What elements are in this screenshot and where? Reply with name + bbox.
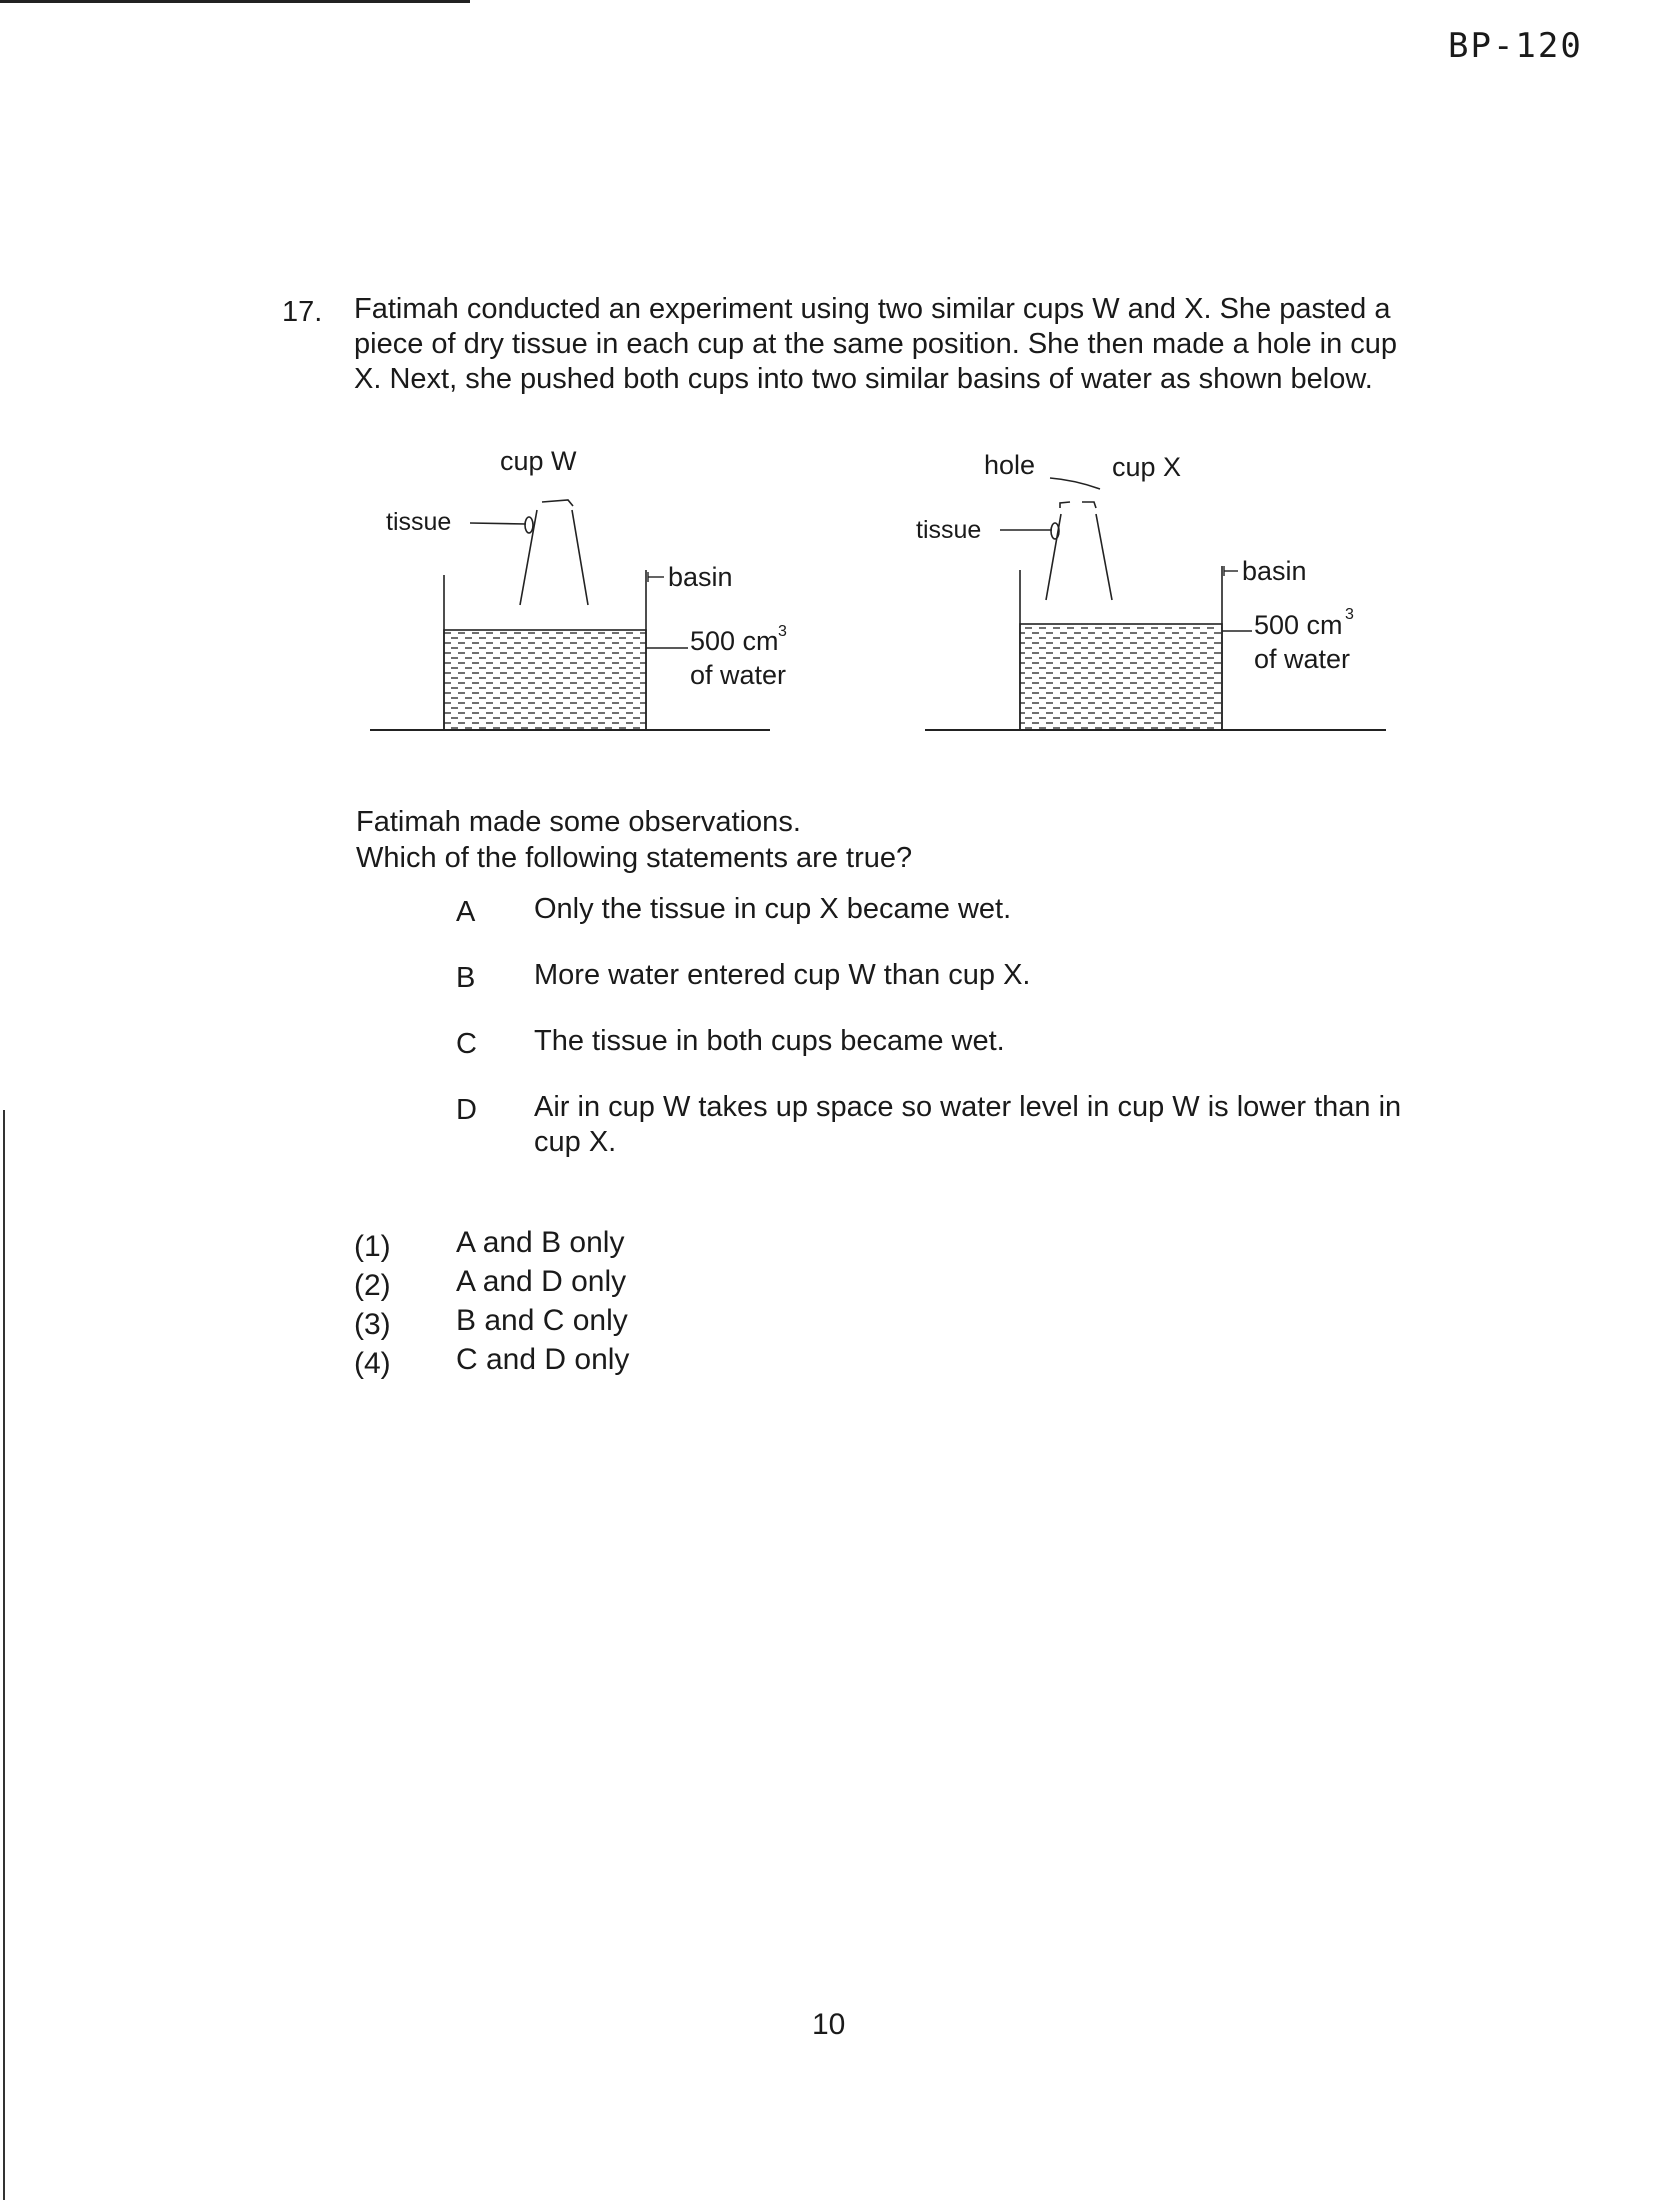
water-right bbox=[1020, 624, 1222, 730]
volume-exponent-right: 3 bbox=[1345, 606, 1354, 623]
setup-cup-w bbox=[370, 446, 787, 730]
question-number: 17. bbox=[282, 296, 323, 328]
hole-leader bbox=[1050, 478, 1100, 489]
choice-1-text: A and B only bbox=[456, 1226, 625, 1259]
volume-label-left: 500 cm bbox=[690, 626, 779, 656]
volume-exponent-left: 3 bbox=[778, 623, 787, 640]
cup-x-base-right bbox=[1082, 502, 1096, 508]
cup-x-label: cup X bbox=[1112, 452, 1182, 482]
choice-2-text: A and D only bbox=[456, 1265, 627, 1298]
water-label-right: of water bbox=[1254, 644, 1351, 674]
question-stem bbox=[354, 292, 1414, 397]
top-border-line bbox=[0, 0, 470, 3]
cup-w-label: cup W bbox=[500, 446, 577, 476]
tissue-label-left: tissue bbox=[386, 508, 452, 536]
volume-label-right: 500 cm bbox=[1254, 610, 1343, 640]
basin-label-left: basin bbox=[668, 562, 733, 592]
experiment-figure bbox=[360, 440, 1400, 760]
choice-2-number: (2) bbox=[354, 1269, 391, 1302]
page-number: 10 bbox=[812, 2008, 846, 2041]
left-margin-line bbox=[3, 1110, 5, 2200]
choice-4-number: (4) bbox=[354, 1347, 391, 1380]
tissue-leader-left bbox=[470, 523, 526, 524]
tissue-left bbox=[525, 517, 533, 533]
option-b-letter: B bbox=[456, 962, 476, 994]
choice-3-text: B and C only bbox=[456, 1304, 628, 1337]
question-stem-line: piece of dry tissue in each cup at the same position. She then made a hole in cup bbox=[354, 328, 1398, 360]
choice-3-number: (3) bbox=[354, 1308, 391, 1341]
cup-w-base bbox=[542, 500, 573, 506]
cup-x-wall-left bbox=[1046, 514, 1061, 600]
option-c-text: The tissue in both cups became wet. bbox=[534, 1025, 1005, 1057]
page-code: BP-120 bbox=[1448, 26, 1583, 66]
option-c-letter: C bbox=[456, 1028, 477, 1060]
choice-4-text: C and D only bbox=[456, 1343, 630, 1376]
hole-label: hole bbox=[984, 450, 1036, 480]
observations-intro: Fatimah made some observations. bbox=[356, 806, 801, 838]
option-d-text: Air in cup W takes up space so water level in cup W is lower than in cup X. bbox=[534, 1091, 1402, 1158]
option-b-text: More water entered cup W than cup X. bbox=[534, 959, 1031, 991]
choice-1-number: (1) bbox=[354, 1230, 391, 1263]
tissue-label-right: tissue bbox=[916, 516, 982, 544]
option-d-letter: D bbox=[456, 1094, 477, 1126]
basin-label-right: basin bbox=[1242, 556, 1307, 586]
observations-block bbox=[356, 804, 912, 876]
setup-cup-x bbox=[916, 450, 1386, 730]
water-label-left: of water bbox=[690, 660, 787, 690]
question-stem-line: X. Next, she pushed both cups into two similar basins of water as shown below. bbox=[354, 363, 1373, 395]
cup-x-base-left bbox=[1060, 502, 1070, 508]
question-prompt: Which of the following statements are true? bbox=[356, 842, 913, 874]
question-stem-line: Fatimah conducted an experiment using two similar cups W and X. She pasted a bbox=[354, 293, 1391, 325]
option-a-text: Only the tissue in cup X became wet. bbox=[534, 893, 1012, 925]
cup-w-wall-right bbox=[572, 510, 588, 605]
cup-x-wall-right bbox=[1096, 514, 1112, 600]
water-left bbox=[444, 630, 646, 730]
option-a-letter: A bbox=[456, 896, 476, 928]
